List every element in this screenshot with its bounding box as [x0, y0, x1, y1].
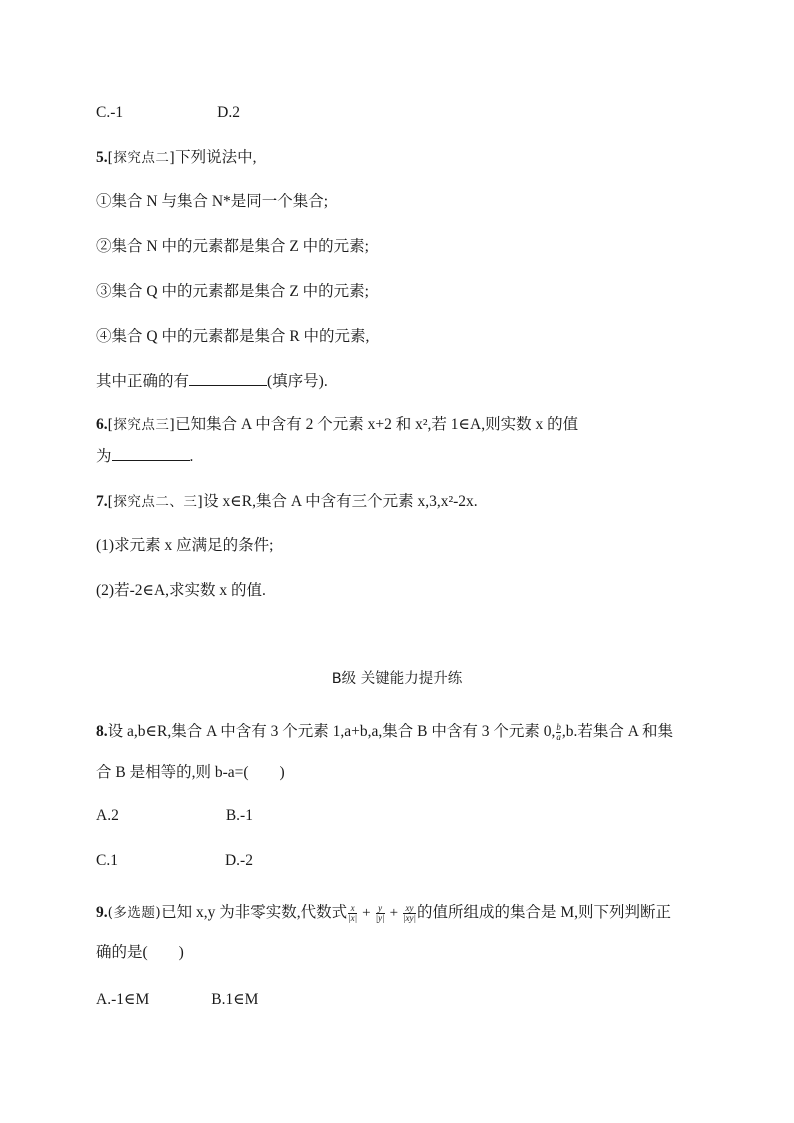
q9-options-row-1 — [96, 990, 258, 1010]
q5-ask-suffix: (填序号). — [267, 373, 328, 390]
q8-frac-num: b — [556, 721, 561, 732]
q6-stem2-prefix: 为 — [96, 448, 112, 465]
q6-tag: [探究点三] — [107, 417, 176, 433]
q8-option-a[interactable]: A.2 — [96, 807, 119, 824]
q5-item-1: ①集合 N 与集合 N*是同一个集合; — [96, 193, 329, 210]
q9-stem — [96, 903, 671, 923]
q8-stem-a: 设 a,b∈R,集合 A 中含有 3 个元素 1,a+b,a,集合 B 中含有 3 个元素 0, — [107, 723, 556, 740]
q7-part-1: (1)求元素 x 应满足的条件; — [96, 537, 274, 554]
q9-plus-2: + — [389, 905, 399, 921]
q8-option-d[interactable]: D.-2 — [224, 852, 253, 869]
q9-stem-a: 已知 x,y 为非零实数,代数式 — [161, 904, 348, 921]
q8-fraction-b-over-a — [556, 723, 561, 742]
q7-stem-text: 设 x∈R,集合 A 中含有三个元素 x,3,x²-2x. — [203, 493, 478, 510]
q6-number: 6. — [96, 416, 108, 433]
q4-options-row — [96, 103, 240, 123]
q5-stem-text: 下列说法中, — [175, 149, 257, 166]
q4-option-c: C.-1 — [96, 104, 124, 121]
q6-stem-text: 已知集合 A 中含有 2 个元素 x+2 和 x²,若 1∈A,则实数 x 的值 — [175, 416, 579, 433]
q9-f3-den: |xy| — [403, 912, 416, 923]
q9-fraction-y — [376, 904, 385, 923]
q6-stem2-suffix: . — [189, 448, 194, 465]
q9-plus-1: + — [362, 905, 371, 921]
q5-item-2: ②集合 N 中的元素都是集合 Z 中的元素; — [96, 238, 369, 255]
q5-number: 5. — [96, 149, 108, 166]
q9-fraction-x — [348, 904, 357, 923]
q8-option-c[interactable]: C.1 — [96, 852, 118, 869]
q9-tag: (多选题) — [107, 905, 162, 921]
q5-answer-blank[interactable] — [189, 371, 267, 386]
q5-ask — [96, 371, 328, 392]
q5-ask-prefix: 其中正确的有 — [96, 373, 190, 390]
q7-part-2: (2)若-2∈A,求实数 x 的值. — [96, 582, 266, 599]
q8-options-row-2 — [96, 851, 253, 871]
q6-answer-blank[interactable] — [112, 446, 190, 461]
q5-item-4: ④集合 Q 中的元素都是集合 R 中的元素, — [96, 328, 370, 345]
section-heading: B级 关键能力提升练 — [331, 671, 463, 687]
q9-f3-num: xy — [405, 902, 414, 913]
q9-f1-den: |x| — [348, 912, 358, 923]
q8-frac-den: a — [556, 731, 561, 742]
q5-stem — [96, 148, 257, 168]
q9-stem-b: 的值所组成的集合是 M,则下列判断正 — [416, 904, 672, 921]
q8-options-row-1 — [96, 806, 253, 826]
q5-tag: [探究点二] — [107, 150, 176, 166]
q7-stem — [96, 492, 478, 512]
q5-item-3: ③集合 Q 中的元素都是集合 Z 中的元素; — [96, 283, 369, 300]
q7-tag: [探究点二、三] — [107, 494, 204, 510]
q6-stem — [96, 415, 578, 435]
q8-stem — [96, 722, 673, 742]
q9-stem-line2: 确的是( ) — [96, 944, 184, 961]
q8-option-b[interactable]: B.-1 — [225, 807, 253, 824]
q9-f2-num: y — [378, 902, 383, 913]
q9-number: 9. — [96, 904, 108, 921]
q9-fraction-xy — [403, 904, 416, 923]
q8-stem-b: ,b.若集合 A 和集 — [561, 723, 673, 740]
q9-f1-num: x — [350, 902, 355, 913]
q6-stem-line2 — [96, 446, 193, 467]
q9-option-a[interactable]: A.-1∈M — [96, 991, 150, 1008]
q8-number: 8. — [96, 723, 108, 740]
q8-stem-line2: 合 B 是相等的,则 b-a=( ) — [96, 764, 285, 781]
q9-f2-den: |y| — [375, 912, 385, 923]
q7-number: 7. — [96, 493, 108, 510]
q9-option-b[interactable]: B.1∈M — [211, 991, 259, 1008]
q4-option-d: D.2 — [217, 104, 240, 121]
